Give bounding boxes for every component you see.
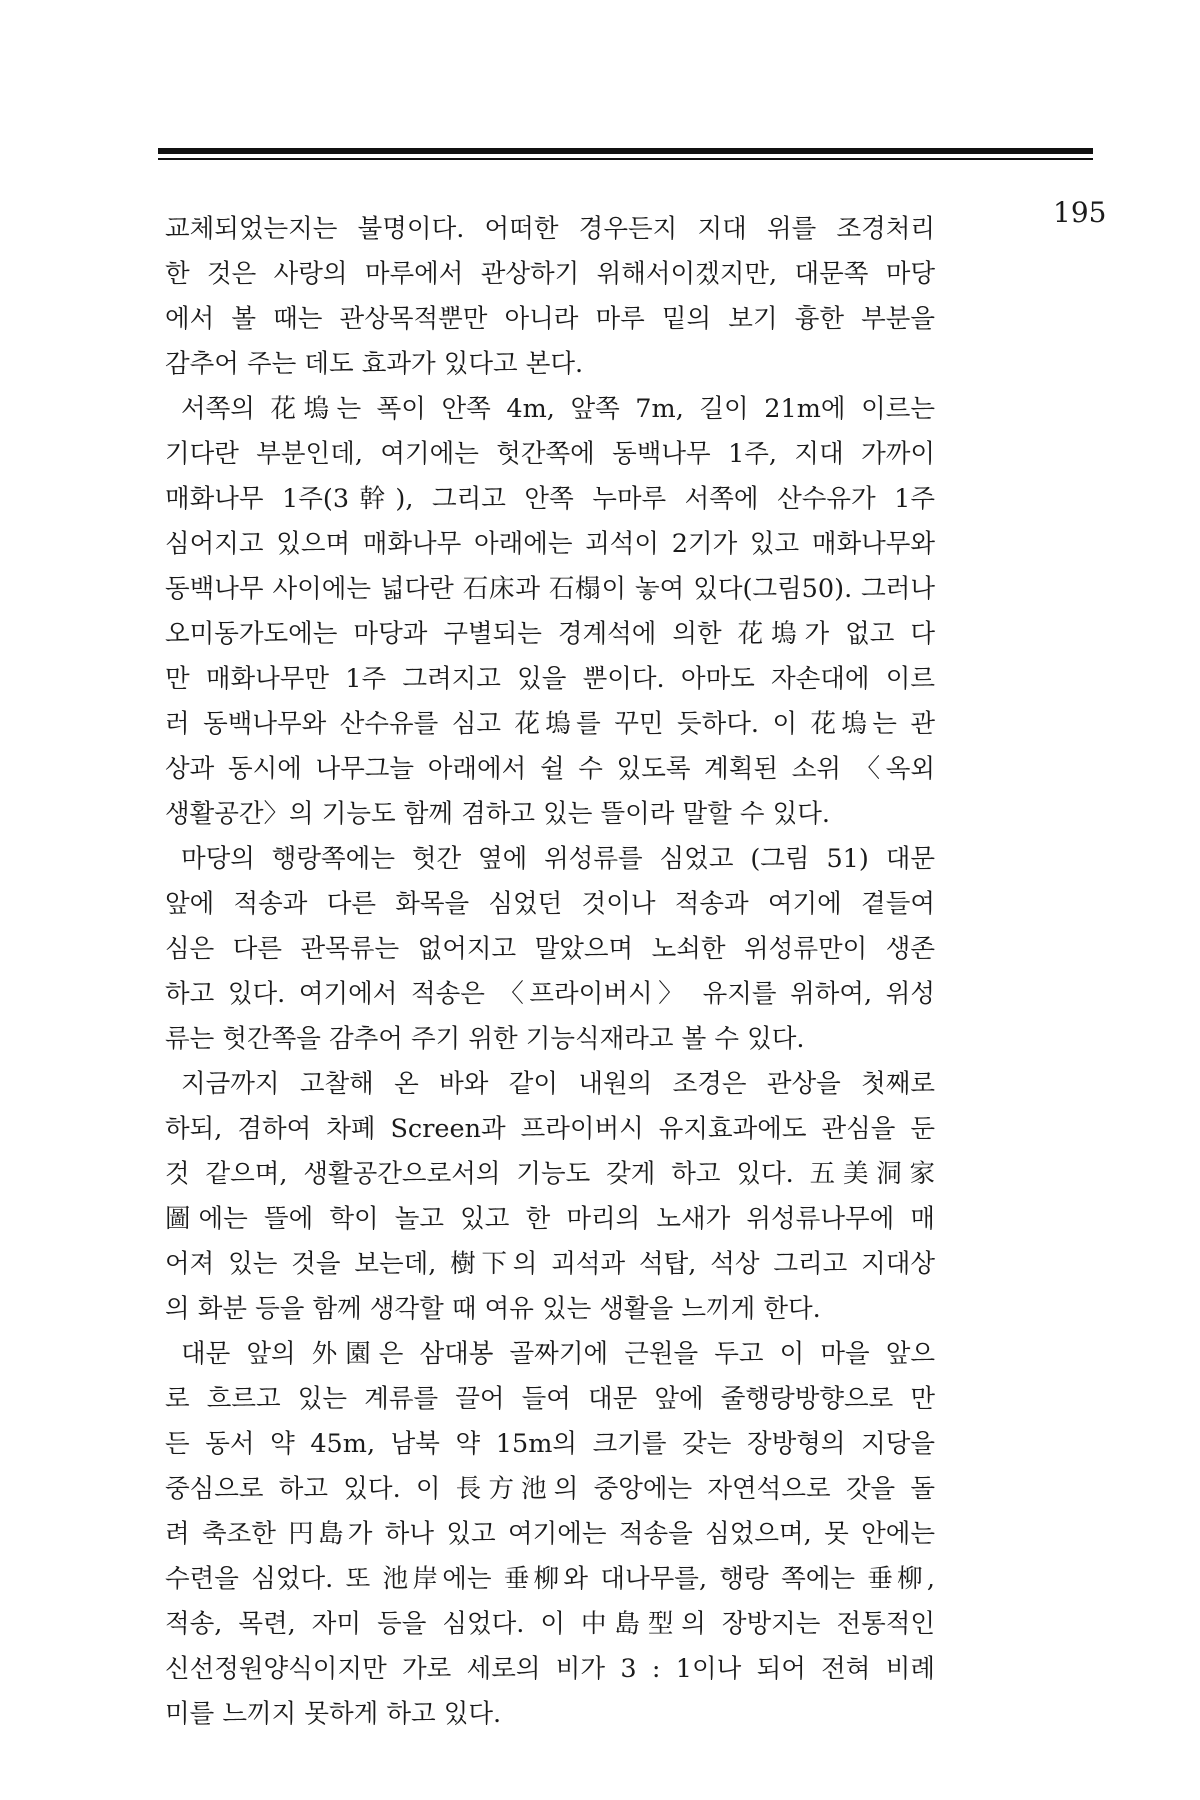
text-line: 앞에 적송과 다른 화목을 심었던 것이나 적송과 여기에 곁들여 (165, 889, 935, 919)
text-line: 하되, 겸하여 차폐 Screen과 프라이버시 유지효과에도 관심을 둔 (165, 1114, 935, 1144)
text-line: 교체되었는지는 불명이다. 어떠한 경우든지 지대 위를 조경처리 (165, 214, 935, 244)
text-line: 동백나무 사이에는 넓다란 石床과 石榻이 놓여 있다(그림50). 그러나 (165, 574, 935, 604)
text-line: 어져 있는 것을 보는데, 樹下의 괴석과 석탑, 석상 그리고 지대상 (165, 1249, 935, 1279)
text-line: 감추어 주는 데도 효과가 있다고 본다. (165, 349, 584, 379)
text-line: 것 같으며, 생활공간으로서의 기능도 갖게 하고 있다. 五美洞家 (165, 1159, 935, 1189)
header-rule-thick (158, 148, 1093, 154)
text-line: 든 동서 약 45m, 남북 약 15m의 크기를 갖는 장방형의 지당을 (165, 1429, 935, 1459)
text-line: 하고 있다. 여기에서 적송은 〈프라이버시〉 유지를 위하여, 위성 (165, 979, 935, 1009)
text-line: 러 동백나무와 산수유를 심고 花塢를 꾸민 듯하다. 이 花塢는 관 (165, 709, 935, 739)
header-rule-thin (158, 158, 1093, 160)
text-line: 대문 앞의 外園은 삼대봉 골짜기에 근원을 두고 이 마을 앞으 (181, 1339, 935, 1369)
text-line: 심은 다른 관목류는 없어지고 말았으며 노쇠한 위성류만이 생존 (165, 934, 935, 964)
text-line: 圖에는 뜰에 학이 놀고 있고 한 마리의 노새가 위성류나무에 매 (165, 1204, 935, 1234)
text-line: 만 매화나무만 1주 그려지고 있을 뿐이다. 아마도 자손대에 이르 (165, 664, 935, 694)
text-line: 지금까지 고찰해 온 바와 같이 내원의 조경은 관상을 첫째로 (181, 1069, 935, 1099)
text-line: 마당의 행랑쪽에는 헛간 옆에 위성류를 심었고 (그림 51) 대문 (181, 844, 935, 874)
text-line: 미를 느끼지 못하게 하고 있다. (165, 1699, 502, 1729)
text-line: 매화나무 1주(3幹), 그리고 안쪽 누마루 서쪽에 산수유가 1주 (165, 484, 935, 514)
text-line: 의 화분 등을 함께 생각할 때 여유 있는 생활을 느끼게 한다. (165, 1294, 821, 1324)
text-line: 려 축조한 円島가 하나 있고 여기에는 적송을 심었으며, 못 안에는 (165, 1519, 935, 1549)
text-line: 신선정원양식이지만 가로 세로의 비가 3 : 1이나 되어 전혀 비례 (165, 1654, 935, 1684)
text-line: 수련을 심었다. 또 池岸에는 垂柳와 대나무를, 행랑 쪽에는 垂柳, (165, 1564, 935, 1594)
text-line: 기다란 부분인데, 여기에는 헛간쪽에 동백나무 1주, 지대 가까이 (165, 439, 935, 469)
text-line: 류는 헛간쪽을 감추어 주기 위한 기능식재라고 볼 수 있다. (165, 1024, 805, 1054)
text-line: 중심으로 하고 있다. 이 長方池의 중앙에는 자연석으로 갓을 돌 (165, 1474, 935, 1504)
text-line: 적송, 목련, 자미 등을 심었다. 이 中島型의 장방지는 전통적인 (165, 1609, 935, 1639)
text-line: 한 것은 사랑의 마루에서 관상하기 위해서이겠지만, 대문쪽 마당 (165, 259, 935, 289)
text-line: 서쪽의 花塢는 폭이 안쪽 4m, 앞쪽 7m, 길이 21m에 이르는 (181, 394, 935, 424)
text-line: 에서 볼 때는 관상목적뿐만 아니라 마루 밑의 보기 흉한 부분을 (165, 304, 935, 334)
text-line: 오미동가도에는 마당과 구별되는 경계석에 의한 花塢가 없고 다 (165, 619, 935, 649)
text-line: 심어지고 있으며 매화나무 아래에는 괴석이 2기가 있고 매화나무와 (165, 529, 935, 559)
text-line: 상과 동시에 나무그늘 아래에서 쉴 수 있도록 계획된 소위 〈옥외 (165, 754, 935, 784)
page-number: 195 (1053, 196, 1107, 229)
text-line: 생활공간〉의 기능도 함께 겸하고 있는 뜰이라 말할 수 있다. (165, 799, 831, 829)
text-line: 로 흐르고 있는 계류를 끌어 들여 대문 앞에 줄행랑방향으로 만 (165, 1384, 935, 1414)
